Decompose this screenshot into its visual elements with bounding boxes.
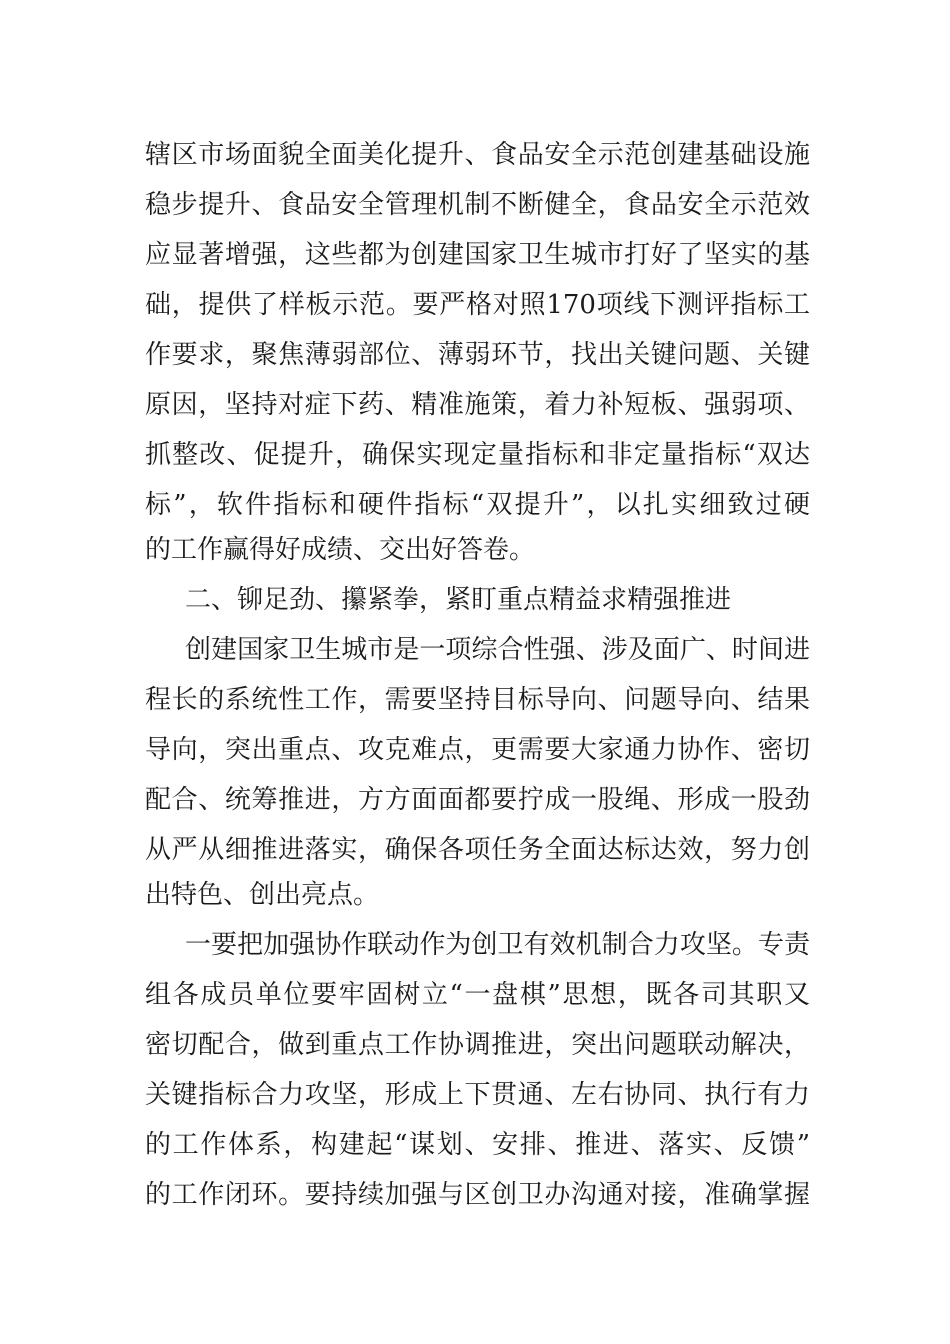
body-text-line: 的工作闭环。要持续加强与区创卫办沟通对接，准确掌握: [145, 1180, 810, 1210]
section-heading: 二、铆足劲、攥紧拳，紧盯重点精益求精强推进: [185, 585, 732, 615]
body-text-line: 的工作赢得好成绩、交出好答卷。: [145, 535, 536, 565]
body-text-line: 程长的系统性工作，需要坚持目标导向、问题导向、结果: [145, 685, 810, 715]
body-text-line: 一要把加强协作联动作为创卫有效机制合力攻坚。专责: [185, 930, 810, 960]
body-text-line: 导向，突出重点、攻克难点，更需要大家通力协作、密切: [145, 735, 810, 765]
body-text-line: 密切配合，做到重点工作协调推进，突出问题联动解决，: [145, 1030, 810, 1060]
body-text-line: 原因，坚持对症下药、精准施策，着力补短板、强弱项、: [145, 390, 810, 420]
body-text-line: 应显著增强，这些都为创建国家卫生城市打好了坚实的基: [145, 240, 810, 270]
body-text-line: 创建国家卫生城市是一项综合性强、涉及面广、时间进: [185, 635, 810, 665]
body-text-line: 标”，软件指标和硬件指标“双提升”，以扎实细致过硬: [145, 490, 810, 520]
body-text-line: 作要求，聚焦薄弱部位、薄弱环节，找出关键问题、关键: [145, 340, 810, 370]
body-text-line: 抓整改、促提升，确保实现定量指标和非定量指标“双达: [145, 440, 810, 470]
body-text-line: 的工作体系，构建起“谋划、安排、推进、落实、反馈”: [145, 1130, 810, 1160]
body-text-line: 础，提供了样板示范。要严格对照170项线下测评指标工: [145, 290, 810, 320]
body-text-line: 稳步提升、食品安全管理机制不断健全，食品安全示范效: [145, 190, 810, 220]
body-text-line: 配合、统筹推进，方方面面都要拧成一股绳、形成一股劲: [145, 785, 810, 815]
body-text-line: 从严从细推进落实，确保各项任务全面达标达效，努力创: [145, 835, 810, 865]
body-text-line: 出特色、创出亮点。: [145, 880, 380, 910]
body-text-line: 关键指标合力攻坚，形成上下贯通、左右协同、执行有力: [145, 1080, 810, 1110]
body-text-line: 辖区市场面貌全面美化提升、食品安全示范创建基础设施: [145, 140, 810, 170]
body-text-line: 组各成员单位要牢固树立“一盘棋”思想，既各司其职又: [145, 980, 810, 1010]
